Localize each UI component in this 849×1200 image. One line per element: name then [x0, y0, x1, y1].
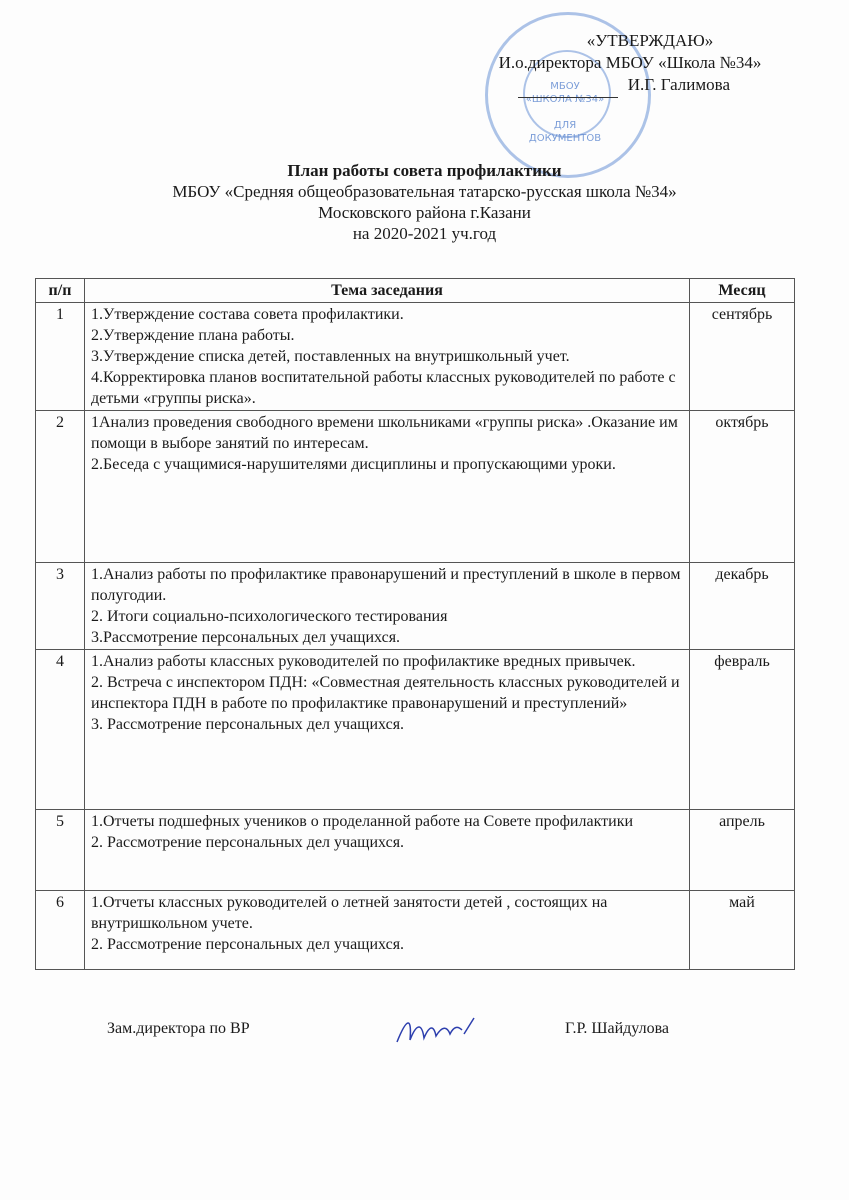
row-topics — [85, 891, 690, 970]
topic-item: 1Анализ проведения свободного времени школьниками «группы риска» .Оказание им помощи в выборе занятий по интересам. — [91, 414, 678, 452]
topic-item: 2.Беседа с учащимися-нарушителями дисциплины и пропускающими уроки. — [91, 456, 616, 473]
document-title — [0, 160, 849, 244]
topic-item: 3.Утверждение списка детей, поставленных на внутришкольный учет. — [91, 348, 570, 365]
row-topics — [85, 563, 690, 650]
approval-block — [470, 30, 790, 96]
topic-item: 1.Анализ работы классных руководителей по профилактике вредных привычек. — [91, 653, 636, 670]
topic-item: 4.Корректировка планов воспитательной работы классных руководителей по работе с детьми «группы риска». — [91, 369, 676, 407]
topic-item: 3. Рассмотрение персональных дел учащихся. — [91, 716, 405, 733]
row-number: 5 — [36, 810, 85, 891]
approval-heading: «УТВЕРЖДАЮ» — [586, 31, 714, 50]
stamp-text: МБОУ «ШКОЛА №34» ДЛЯ ДОКУМЕНТОВ — [525, 81, 605, 144]
title-year: на 2020-2021 уч.год — [352, 224, 497, 243]
plan-table — [35, 278, 795, 970]
approval-name: И.Г. Галимова — [627, 75, 730, 94]
handwritten-signature — [392, 1012, 482, 1052]
topic-item: 2.Утверждение плана работы. — [91, 327, 295, 344]
topic-item: 3.Рассмотрение персональных дел учащихся. — [91, 629, 401, 646]
row-month: декабрь — [690, 563, 795, 650]
row-number: 4 — [36, 650, 85, 810]
row-number: 3 — [36, 563, 85, 650]
topic-item: 1.Отчеты подшефных учеников о проделанной работе на Совете профилактики — [91, 813, 634, 830]
row-month: апрель — [690, 810, 795, 891]
table-row — [36, 810, 795, 891]
topic-item: 2. Рассмотрение персональных дел учащихся. — [91, 936, 405, 953]
row-month: сентябрь — [690, 303, 795, 411]
table-row — [36, 891, 795, 970]
row-month: май — [690, 891, 795, 970]
row-month: февраль — [690, 650, 795, 810]
header-topic: Тема заседания — [85, 279, 690, 303]
topic-item: 1.Отчеты классных руководителей о летней занятости детей , состоящих на внутришкольном учете. — [91, 894, 608, 932]
title-main: План работы совета профилактики — [287, 161, 562, 180]
header-month: Месяц — [690, 279, 795, 303]
row-topics — [85, 303, 690, 411]
row-number: 2 — [36, 411, 85, 563]
header-num: п/п — [36, 279, 85, 303]
footer-name: Г.Р. Шайдулова — [565, 1020, 670, 1037]
row-topics — [85, 411, 690, 563]
topic-item: 1.Анализ работы по профилактике правонарушений и преступлений в школе в первом полугодии. — [91, 566, 681, 604]
topic-item: 2. Рассмотрение персональных дел учащихся. — [91, 834, 405, 851]
topic-item: 2. Встреча с инспектором ПДН: «Совместная деятельность классных руководителей и инспектора ПДН в работе по профилактике правонарушений и преступлений» — [91, 674, 680, 712]
table-row — [36, 303, 795, 411]
row-topics — [85, 650, 690, 810]
topic-item: 2. Итоги социально-психологического тестирования — [91, 608, 448, 625]
approval-position: И.о.директора МБОУ «Школа №34» — [498, 53, 762, 72]
row-number: 6 — [36, 891, 85, 970]
topic-item: 1.Утверждение состава совета профилактики. — [91, 306, 404, 323]
title-district: Московского района г.Казани — [318, 203, 531, 222]
row-month: октябрь — [690, 411, 795, 563]
row-topics — [85, 810, 690, 891]
table-row — [36, 650, 795, 810]
footer-position: Зам.директора по ВР — [107, 1020, 250, 1037]
row-number: 1 — [36, 303, 85, 411]
signature-line — [518, 97, 618, 98]
title-school: МБОУ «Средняя общеобразовательная татарско-русская школа №34» — [172, 182, 677, 201]
table-row — [36, 411, 795, 563]
table-row — [36, 563, 795, 650]
